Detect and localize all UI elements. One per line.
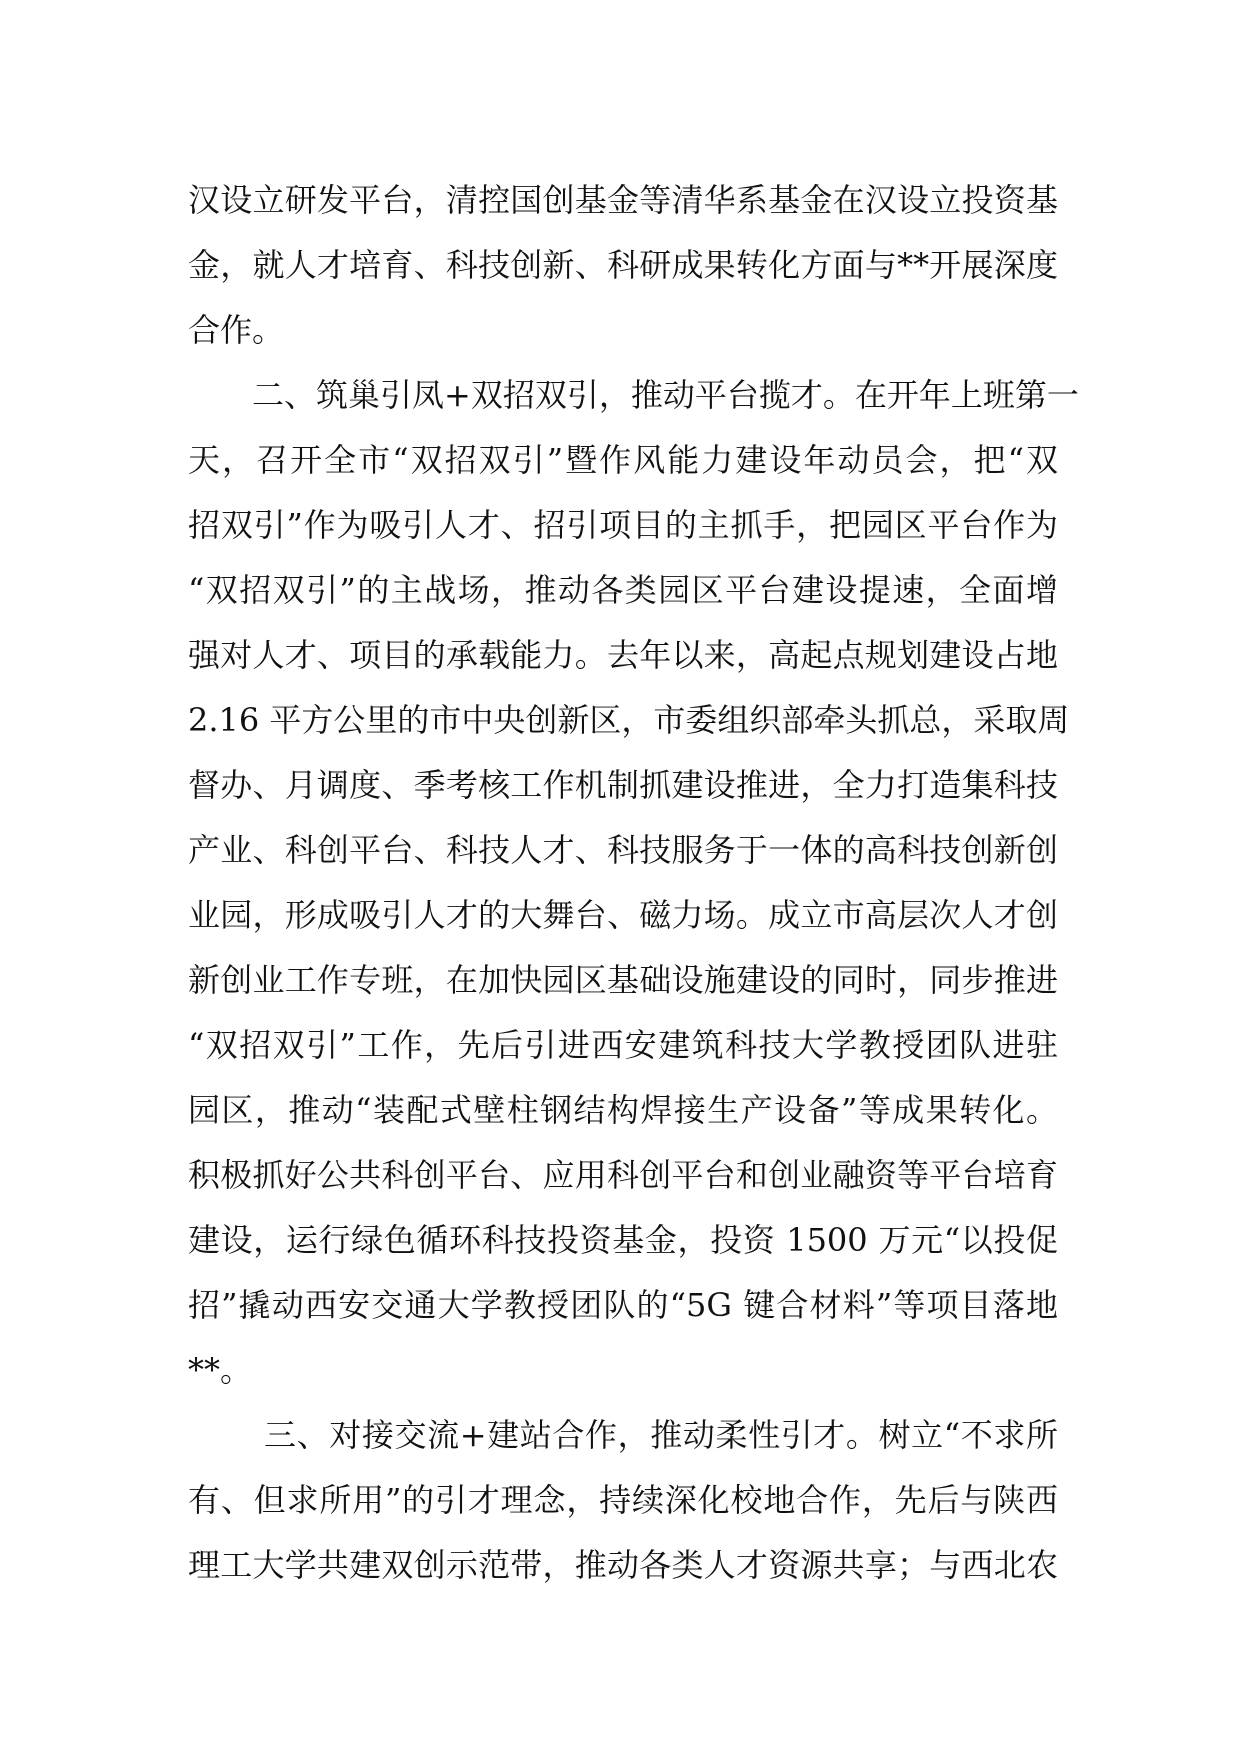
text-line: 二、筑巢引凤+双招双引，推动平台揽才。在开年上班第一 xyxy=(188,376,1079,414)
text-line: 理工大学共建双创示范带，推动各类人才资源共享；与西北农 xyxy=(188,1546,1058,1584)
text-line: 天，召开全市“双招双引”暨作风能力建设年动员会，把“双 xyxy=(188,441,1058,479)
text-line: 有、但求所用”的引才理念，持续深化校地合作，先后与陕西 xyxy=(188,1481,1058,1519)
text-line: 强对人才、项目的承载能力。去年以来，高起点规划建设占地 xyxy=(188,636,1058,674)
paragraph-3 xyxy=(188,1403,1058,1598)
text-line: 督办、月调度、季考核工作机制抓建设推进，全力打造集科技 xyxy=(188,766,1058,804)
text-line: 汉设立研发平台，清控国创基金等清华系基金在汉设立投资基 xyxy=(188,181,1058,219)
text-line: 积极抓好公共科创平台、应用科创平台和创业融资等平台培育 xyxy=(188,1156,1058,1194)
paragraph-2 xyxy=(188,363,1079,1403)
text-line: “双招双引”工作，先后引进西安建筑科技大学教授团队进驻 xyxy=(188,1026,1058,1064)
text-line: 招双引”作为吸引人才、招引项目的主抓手，把园区平台作为 xyxy=(188,506,1058,544)
text-line: 2.16 平方公里的市中央创新区，市委组织部牵头抓总，采取周 xyxy=(188,701,1070,739)
text-line: 建设，运行绿色循环科技投资基金，投资 1500 万元“以投促 xyxy=(188,1221,1058,1259)
text-line: **。 xyxy=(188,1351,253,1389)
text-line: 金，就人才培育、科技创新、科研成果转化方面与**开展深度 xyxy=(188,246,1058,284)
document-body xyxy=(188,168,1079,1598)
text-line: “双招双引”的主战场，推动各类园区平台建设提速，全面增 xyxy=(188,571,1058,609)
text-line: 合作。 xyxy=(188,311,285,349)
text-line: 三、对接交流+建站合作，推动柔性引才。树立“不求所 xyxy=(188,1416,1058,1454)
text-line: 新创业工作专班，在加快园区基础设施建设的同时，同步推进 xyxy=(188,961,1058,999)
text-line: 业园，形成吸引人才的大舞台、磁力场。成立市高层次人才创 xyxy=(188,896,1058,934)
paragraph-1 xyxy=(188,168,1058,363)
text-line: 产业、科创平台、科技人才、科技服务于一体的高科技创新创 xyxy=(188,831,1058,869)
text-line: 招”撬动西安交通大学教授团队的“5G 键合材料”等项目落地 xyxy=(188,1286,1058,1324)
text-line: 园区，推动“装配式壁柱钢结构焊接生产设备”等成果转化。 xyxy=(188,1091,1058,1129)
